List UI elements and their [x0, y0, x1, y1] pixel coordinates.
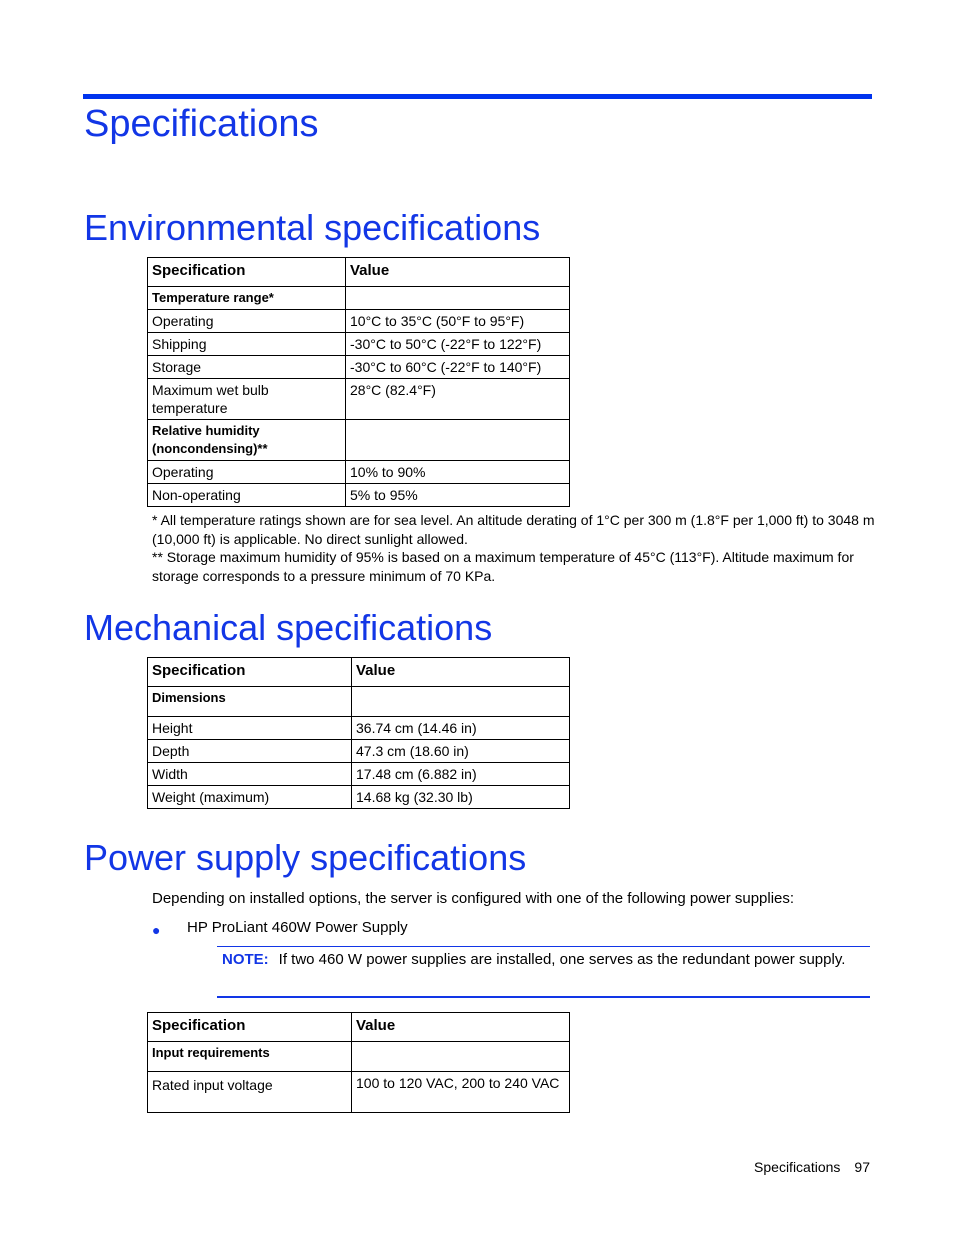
row-spec: Width [148, 763, 352, 786]
row-spec: Height [148, 717, 352, 740]
column-header-value: Value [352, 658, 570, 687]
footnote-temperature: * All temperature ratings shown are for sea level. An altitude derating of 1°C per 300 m (1.8°F per 1,000 ft) to 3048 m (10,000 ft) is applicable. No direct sunlight allowed. [152, 512, 875, 547]
row-spec: Rated input voltage [148, 1072, 352, 1113]
group-label: Temperature range* [148, 287, 346, 310]
column-header-value: Value [346, 258, 570, 287]
row-value: -30°C to 60°C (-22°F to 140°F) [346, 356, 570, 379]
table-row [148, 717, 570, 740]
environmental-heading: Environmental specifications [84, 207, 541, 248]
table-row [148, 740, 570, 763]
group-label: Dimensions [148, 687, 352, 717]
row-value: 14.68 kg (32.30 lb) [352, 786, 570, 809]
table-row [148, 379, 570, 420]
power-intro: Depending on installed options, the server is configured with one of the following power supplies: [152, 890, 795, 907]
row-spec: Depth [148, 740, 352, 763]
table-row [148, 420, 570, 461]
table-row [148, 1072, 570, 1113]
table-row [148, 1042, 570, 1072]
bullet-item: HP ProLiant 460W Power Supply [187, 919, 408, 936]
power-table [147, 1012, 570, 1113]
row-value [346, 287, 570, 310]
table-row [148, 687, 570, 717]
row-value: 10% to 90% [346, 461, 570, 484]
page-title: Specifications [84, 103, 319, 145]
footnote-humidity: ** Storage maximum humidity of 95% is based on a maximum temperature of 45°C (113°F). Altitude maximum for storage corresponds to a pressure minimum of 70 KPa. [152, 549, 854, 584]
column-header-value: Value [352, 1013, 570, 1042]
title-rule [83, 94, 872, 99]
note-rule-top [217, 946, 870, 947]
row-value: 10°C to 35°C (50°F to 95°F) [346, 310, 570, 333]
row-spec: Weight (maximum) [148, 786, 352, 809]
column-header-specification: Specification [148, 1013, 352, 1042]
note [222, 951, 845, 968]
row-spec: Maximum wet bulb temperature [148, 379, 346, 420]
row-value: -30°C to 50°C (-22°F to 122°F) [346, 333, 570, 356]
row-spec: Non-operating [148, 484, 346, 507]
row-value: 36.74 cm (14.46 in) [352, 717, 570, 740]
row-spec: Shipping [148, 333, 346, 356]
row-spec: Operating [148, 461, 346, 484]
table-row [148, 287, 570, 310]
footer-section: Specifications [754, 1159, 841, 1175]
row-value: 28°C (82.4°F) [346, 379, 570, 420]
column-header-specification: Specification [148, 658, 352, 687]
row-value: 17.48 cm (6.882 in) [352, 763, 570, 786]
bullet-icon: ● [152, 922, 161, 938]
group-label: Relative humidity (noncondensing)** [148, 420, 346, 461]
note-label: NOTE: [222, 951, 269, 968]
table-row [148, 786, 570, 809]
row-value [346, 420, 570, 461]
power-heading: Power supply specifications [84, 837, 527, 878]
row-spec: Operating [148, 310, 346, 333]
mechanical-heading: Mechanical specifications [84, 607, 493, 648]
row-value [352, 1042, 570, 1072]
row-value: 47.3 cm (18.60 in) [352, 740, 570, 763]
table-row [148, 484, 570, 507]
group-label: Input requirements [148, 1042, 352, 1072]
row-value [352, 687, 570, 717]
row-spec: Storage [148, 356, 346, 379]
table-row [148, 461, 570, 484]
table-row [148, 763, 570, 786]
environmental-table [147, 257, 570, 507]
table-row [148, 333, 570, 356]
mechanical-table [147, 657, 570, 809]
page-number: 97 [854, 1159, 870, 1175]
row-value: 100 to 120 VAC, 200 to 240 VAC [352, 1072, 570, 1113]
note-rule-bottom [217, 996, 870, 998]
row-value: 5% to 95% [346, 484, 570, 507]
table-row [148, 310, 570, 333]
column-header-specification: Specification [148, 258, 346, 287]
table-row [148, 356, 570, 379]
note-text: If two 460 W power supplies are installed, one serves as the redundant power supply. [278, 951, 846, 968]
page-footer [754, 1159, 870, 1175]
